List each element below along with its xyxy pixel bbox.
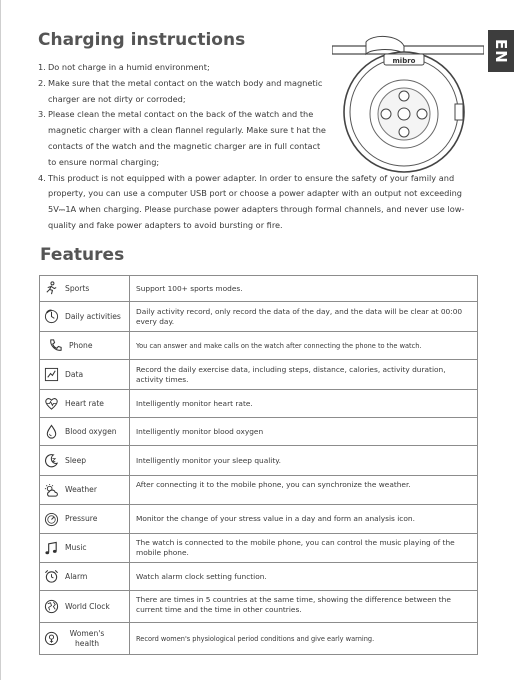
moon-icon	[44, 453, 59, 468]
womens-health-icon	[44, 631, 59, 646]
instruction-item	[38, 76, 470, 108]
feature-description: Watch alarm clock setting function.	[130, 563, 478, 591]
feature-name-cell	[40, 360, 130, 390]
feature-name-cell	[40, 276, 130, 302]
instruction-text: Do not charge in a humid environment;	[48, 62, 210, 72]
weather-sun-cloud-icon	[44, 483, 59, 498]
features-table	[39, 275, 478, 655]
feature-description: Record women's physiological period conditions and give early warning.	[130, 623, 478, 655]
instruction-item	[38, 107, 470, 170]
page-edge	[0, 0, 1, 680]
feature-name-cell	[40, 302, 130, 332]
blood-drop-icon	[44, 424, 59, 439]
music-note-icon	[44, 541, 59, 556]
table-row	[40, 332, 478, 360]
instruction-item	[38, 60, 470, 76]
feature-name: Pressure	[65, 514, 98, 523]
table-row	[40, 418, 478, 446]
running-person-icon	[44, 281, 59, 296]
feature-name-cell	[40, 332, 130, 360]
feature-name: Women's health	[69, 628, 105, 648]
instruction-number: 3.	[38, 109, 46, 120]
language-tab: EN	[488, 30, 514, 72]
feature-name-cell	[40, 591, 130, 623]
feature-name-cell	[40, 390, 130, 418]
feature-name: World Clock	[65, 601, 110, 611]
globe-icon	[44, 599, 59, 614]
feature-name-cell	[40, 623, 130, 655]
table-row	[40, 390, 478, 418]
feature-name: Music	[65, 543, 87, 552]
feature-description: Record the daily exercise data, including steps, distance, calories, activity duration, activity times.	[130, 360, 478, 390]
data-chart-icon	[44, 367, 59, 382]
table-row	[40, 360, 478, 390]
table-row	[40, 591, 478, 623]
feature-description: Monitor the change of your stress value in a day and form an analysis icon.	[130, 505, 478, 534]
activity-ring-icon	[44, 309, 59, 324]
feature-name: Data	[65, 369, 84, 379]
table-row	[40, 505, 478, 534]
table-row	[40, 446, 478, 476]
feature-name: Phone	[69, 340, 93, 350]
feature-name: Sleep	[65, 455, 87, 465]
instruction-text: Please clean the metal contact on the back of the watch and the magnetic charger with a clean flannel regularly. Make sure t hat the contacts of the watch and the magnetic charger are in full contact to ensure normal charging;	[48, 109, 326, 167]
feature-name-cell	[40, 534, 130, 563]
feature-description: There are times in 5 countries at the same time, showing the difference between the current time and the time in other countries.	[130, 591, 478, 623]
alarm-clock-icon	[44, 569, 59, 584]
feature-description: Intelligently monitor heart rate.	[130, 390, 478, 418]
feature-description: Intelligently monitor blood oxygen	[130, 418, 478, 446]
pressure-gauge-icon	[44, 512, 59, 527]
feature-name-cell	[40, 563, 130, 591]
feature-name: Alarm	[65, 571, 88, 581]
feature-name-cell	[40, 446, 130, 476]
instruction-text: Make sure that the metal contact on the watch body and magnetic charger are not dirty or corroded;	[48, 77, 323, 104]
charging-instructions-list	[38, 60, 470, 234]
feature-name: Sports	[65, 283, 90, 293]
table-row	[40, 276, 478, 302]
feature-name: Heart rate	[65, 398, 104, 408]
table-row	[40, 476, 478, 505]
charging-instructions-title: Charging instructions	[38, 30, 246, 50]
instruction-number: 4.	[38, 172, 46, 183]
instruction-number: 2.	[38, 77, 46, 88]
instruction-number: 1.	[38, 62, 46, 72]
table-row	[40, 623, 478, 655]
feature-description: Daily activity record, only record the data of the day, and the data will be clear at 00:00 every day.	[130, 302, 478, 332]
table-row	[40, 563, 478, 591]
feature-description: Support 100+ sports modes.	[130, 276, 478, 302]
feature-description: You can answer and make calls on the watch after connecting the phone to the watch.	[130, 332, 478, 360]
feature-description: After connecting it to the mobile phone, you can synchronize the weather.	[130, 476, 478, 505]
instruction-item	[38, 171, 470, 234]
feature-name-cell	[40, 476, 130, 505]
feature-name-cell	[40, 418, 130, 446]
feature-name: Daily activities	[65, 311, 121, 321]
feature-name: Weather	[65, 485, 97, 494]
feature-name: Blood oxygen	[65, 426, 117, 436]
phone-icon	[48, 338, 63, 353]
feature-description: The watch is connected to the mobile phone, you can control the music playing of the mobile phone.	[130, 534, 478, 563]
feature-description: Intelligently monitor your sleep quality.	[130, 446, 478, 476]
heart-rate-icon	[44, 396, 59, 411]
watch-brand-label: mibro	[392, 57, 416, 65]
table-row	[40, 302, 478, 332]
feature-name-cell	[40, 505, 130, 534]
table-row	[40, 534, 478, 563]
instruction-text: This product is not equipped with a power adapter. In order to ensure the safety of your family and property, you can use a computer USB port or choose a power adapter with an output not exceeding 5V⎓1A when charging. Please purchase power adapters through formal channels, and never use low-quality and fake power adapters to avoid bursting or fire.	[48, 172, 465, 230]
features-title: Features	[40, 245, 125, 265]
